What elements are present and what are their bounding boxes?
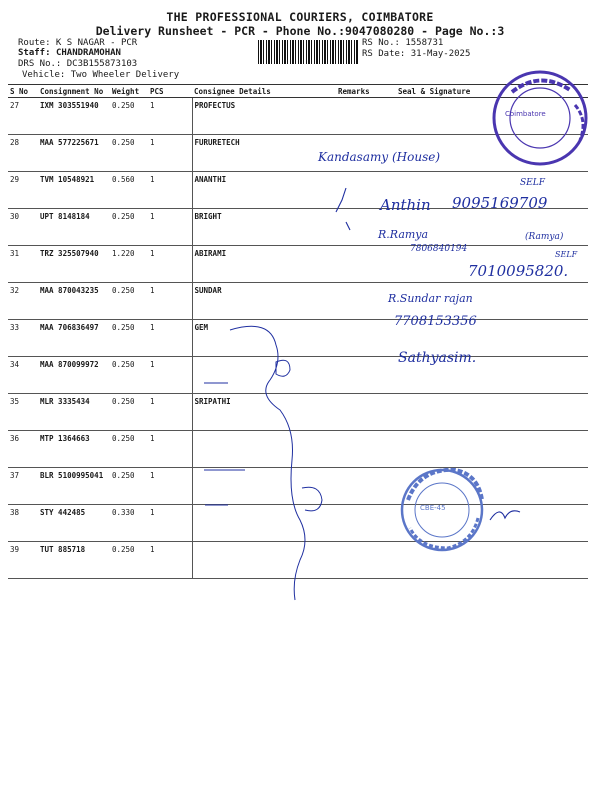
cell-consignment: UPT 8148184 — [38, 209, 110, 246]
col-header-weight: Weight — [110, 85, 148, 98]
cell-pcs: 1 — [148, 172, 192, 209]
staff-value: CHANDRAMOHAN — [55, 48, 121, 58]
col-header-remarks: Remarks — [336, 85, 396, 98]
cell-consignment: MTP 1364663 — [38, 431, 110, 468]
cell-consignment: STY 442485 — [38, 505, 110, 542]
cell-consignment: MAA 706836497 — [38, 320, 110, 357]
cell-consignment: TVM 10548921 — [38, 172, 110, 209]
self-tag-row29: SELF — [520, 178, 545, 188]
cell-weight: 0.250 — [110, 135, 148, 172]
cell-weight: 0.250 — [110, 209, 148, 246]
runsheet-subtitle: Delivery Runsheet - PCR - Phone No.:9047080280 - Page No.:3 — [95, 24, 505, 38]
cell-consignee: BRIGHT — [192, 209, 336, 246]
rs-date: RS Date: 31-May-2025 — [362, 49, 471, 59]
cell-consignee: ABIRAMI — [192, 246, 336, 283]
signature-row30: R.Ramya — [378, 228, 429, 241]
col-header-signature: Seal & Signature — [396, 85, 588, 98]
phone-row33: 7708153356 — [394, 314, 477, 329]
cell-pcs: 1 — [148, 394, 192, 431]
cell-consignee: FURURETECH — [192, 135, 336, 172]
cell-consignment: BLR 5100995041 — [38, 468, 110, 505]
company-title: THE PROFESSIONAL COURIERS, COIMBATORE — [166, 10, 434, 24]
cell-weight: 0.250 — [110, 394, 148, 431]
cell-consignment: MAA 870043235 — [38, 283, 110, 320]
cell-weight: 0.250 — [110, 357, 148, 394]
signature-scribble — [204, 326, 322, 600]
cell-sno: 35 — [8, 394, 38, 431]
cell-consignment: MAA 577225671 — [38, 135, 110, 172]
cell-pcs: 1 — [148, 542, 192, 579]
cell-weight: 1.220 — [110, 246, 148, 283]
signature-row29: Anthin — [380, 196, 431, 214]
col-header-consignee: Consignee Details — [192, 85, 336, 98]
stamp-bottom-code: CBE-45 — [420, 504, 446, 512]
cell-pcs: 1 — [148, 98, 192, 135]
cell-sno: 36 — [8, 431, 38, 468]
col-header-consignment: Consignment No — [38, 85, 110, 98]
cell-weight: 0.250 — [110, 98, 148, 135]
cell-consignment: IXM 303551940 — [38, 98, 110, 135]
name-row32: R.Sundar rajan — [388, 292, 473, 305]
cell-sno: 28 — [8, 135, 38, 172]
cell-pcs: 1 — [148, 209, 192, 246]
cell-weight: 0.250 — [110, 320, 148, 357]
cell-pcs: 1 — [148, 246, 192, 283]
cell-pcs: 1 — [148, 468, 192, 505]
cell-pcs: 1 — [148, 320, 192, 357]
tag-row30: (Ramya) — [525, 232, 564, 242]
signature-row28: Kandasamy (House) — [318, 150, 441, 164]
cell-weight: 0.250 — [110, 283, 148, 320]
cell-weight: 0.330 — [110, 505, 148, 542]
cell-pcs: 1 — [148, 283, 192, 320]
cell-pcs: 1 — [148, 357, 192, 394]
cell-sno: 31 — [8, 246, 38, 283]
rs-number: RS No.: 1558731 — [362, 38, 444, 48]
cell-pcs: 1 — [148, 135, 192, 172]
remarks-scribbles — [336, 188, 350, 230]
cell-weight: 0.250 — [110, 542, 148, 579]
cell-sno: 39 — [8, 542, 38, 579]
cell-consignee: ANANTHI — [192, 172, 336, 209]
cell-consignment: TRZ 325507940 — [38, 246, 110, 283]
cell-sno: 38 — [8, 505, 38, 542]
phone-row30: 7806840194 — [410, 244, 468, 254]
staff-label: Staff: — [18, 48, 51, 58]
cell-sno: 33 — [8, 320, 38, 357]
cell-sno: 37 — [8, 468, 38, 505]
cell-consignee: PROFECTUS — [192, 98, 336, 135]
phone-row29: 9095169709 — [452, 194, 548, 212]
self-tag-row31: SELF — [555, 250, 578, 259]
cell-weight: 0.250 — [110, 431, 148, 468]
cell-sno: 34 — [8, 357, 38, 394]
route-text: Route: K S NAGAR - PCR — [18, 38, 138, 48]
cell-consignee: SRIPATHI — [192, 394, 336, 431]
company-stamp-top — [494, 72, 586, 164]
drs-number: DRS No.: DC3B155873103 — [18, 59, 138, 69]
cell-pcs: 1 — [148, 431, 192, 468]
cell-sno: 32 — [8, 283, 38, 320]
cell-sno: 29 — [8, 172, 38, 209]
cell-consignment: MAA 870099972 — [38, 357, 110, 394]
cell-consignee: SUNDAR — [192, 283, 336, 320]
cell-consignee: GEM — [192, 320, 336, 357]
col-header-sno: S No — [8, 85, 38, 98]
cell-sno: 30 — [8, 209, 38, 246]
cell-consignment: MLR 3335434 — [38, 394, 110, 431]
cell-consignment: TUT 885718 — [38, 542, 110, 579]
vehicle-text: Vehicle: Two Wheeler Delivery — [22, 70, 180, 80]
cell-pcs: 1 — [148, 505, 192, 542]
cell-weight: 0.560 — [110, 172, 148, 209]
cell-sno: 27 — [8, 98, 38, 135]
stamp-top-text: Coimbatore — [505, 110, 546, 118]
col-header-pcs: PCS — [148, 85, 192, 98]
signature-row34: Sathyasim. — [398, 350, 477, 366]
cell-weight: 0.250 — [110, 468, 148, 505]
phone-row31: 7010095820. — [468, 262, 569, 280]
